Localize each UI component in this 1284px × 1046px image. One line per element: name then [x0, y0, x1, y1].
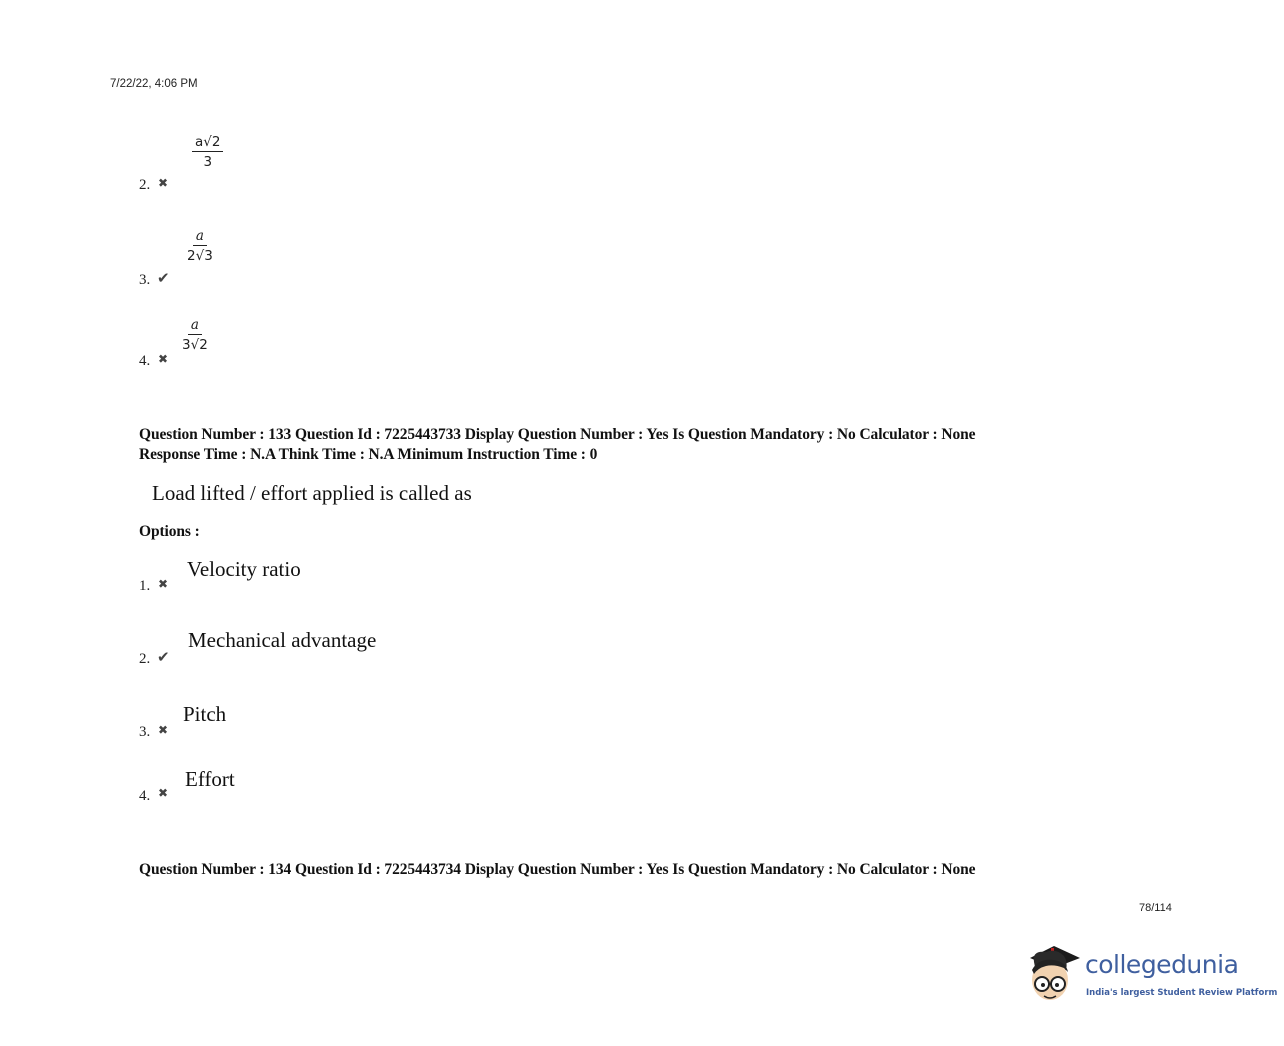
option-number: 3.: [139, 724, 151, 740]
option-number: 3.: [139, 272, 151, 288]
check-icon: ✔: [157, 648, 170, 666]
option-number: 4.: [139, 353, 151, 369]
numerator: a: [193, 227, 207, 246]
question-text: Load lifted / effort applied is called as: [152, 481, 472, 505]
fraction-option-4: [179, 316, 211, 355]
option-text: Effort: [185, 767, 235, 791]
denominator: 2√3: [187, 248, 213, 264]
option-text: Mechanical advantage: [188, 628, 377, 652]
fraction-option-2: [192, 133, 223, 172]
denominator: 3√2: [182, 337, 208, 353]
check-icon: ✔: [157, 269, 170, 287]
cross-icon: ✖: [158, 786, 169, 800]
print-timestamp: 7/22/22, 4:06 PM: [110, 78, 198, 90]
question-timing: Response Time : N.A Think Time : N.A Minimum Instruction Time : 0: [139, 446, 598, 463]
numerator: a√2: [192, 133, 223, 152]
options-label: Options :: [139, 523, 200, 540]
cross-icon: ✖: [158, 723, 169, 737]
question-meta: Question Number : 134 Question Id : 7225443734 Display Question Number : Yes Is Question Mandatory : No Calculator : None: [139, 861, 976, 878]
option-number: 1.: [139, 578, 151, 594]
brand-name: collegedunia: [1085, 950, 1239, 979]
page-number: 78/114: [1139, 902, 1172, 914]
question-meta: Question Number : 133 Question Id : 7225443733 Display Question Number : Yes Is Question Mandatory : No Calculator : None: [139, 426, 976, 443]
option-number: 4.: [139, 788, 151, 804]
option-text: Velocity ratio: [187, 557, 301, 581]
cross-icon: ✖: [158, 352, 169, 366]
cross-icon: ✖: [158, 176, 169, 190]
mascot-logo-icon: [1024, 940, 1084, 1006]
option-number: 2.: [139, 651, 151, 667]
option-number: 2.: [139, 177, 151, 193]
numerator: a: [188, 316, 202, 335]
fraction-option-3: [184, 227, 216, 266]
brand-tagline: India's largest Student Review Platform: [1086, 988, 1278, 998]
cross-icon: ✖: [158, 577, 169, 591]
denominator: 3: [203, 154, 213, 170]
option-text: Pitch: [183, 702, 227, 726]
